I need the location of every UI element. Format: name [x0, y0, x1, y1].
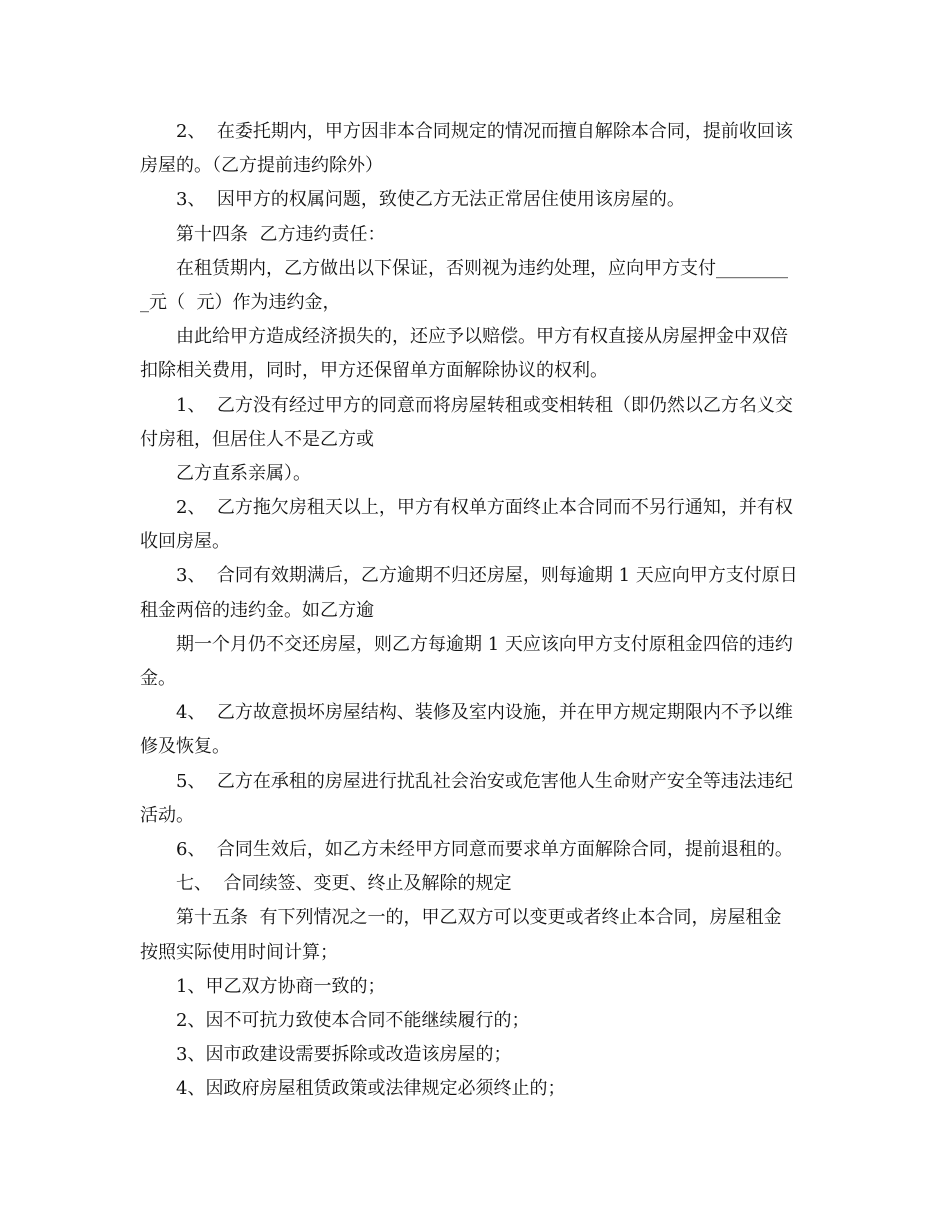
document-line: 房屋的。（乙方提前违约除外）: [140, 155, 383, 177]
document-line: 金。: [140, 668, 176, 689]
document-line: 6、 合同生效后，如乙方未经甲方同意而要求单方面解除合同，提前退租的。: [176, 838, 793, 860]
document-line: 按照实际使用时间计算；: [140, 941, 338, 963]
document-line: 2、因不可抗力致使本合同不能继续履行的；: [176, 1009, 530, 1031]
document-line: 5、 乙方在承租的房屋进行扰乱社会治安或危害他人生命财产安全等违法违纪: [176, 770, 793, 792]
document-line: 付房租，但居住人不是乙方或: [140, 428, 374, 450]
document-line: 期一个月仍不交还房屋，则乙方每逾期 1 天应该向甲方支付原租金四倍的违约: [176, 633, 793, 655]
document-line: 2、 乙方拖欠房租天以上，甲方有权单方面终止本合同而不另行通知，并有权: [176, 497, 793, 519]
document-line: _元（ 元）作为违约金，: [140, 291, 341, 313]
document-body: [140, 118, 820, 1109]
document-line: 3、 合同有效期满后，乙方逾期不归还房屋，则每逾期 1 天应向甲方支付原日: [176, 565, 798, 587]
document-line: 在租赁期内，乙方做出以下保证，否则视为违约处理，应向甲方支付________: [176, 257, 788, 279]
document-line: 修及恢复。: [140, 736, 230, 758]
document-line: 扣除相关费用，同时，甲方还保留单方面解除协议的权利。: [140, 360, 608, 382]
document-line: 1、甲乙双方协商一致的；: [176, 975, 386, 997]
document-line: 收回房屋。: [140, 531, 230, 553]
document-line: 第十五条 有下列情况之一的，甲乙双方可以变更或者终止本合同，房屋租金: [176, 907, 782, 929]
document-line: 租金两倍的违约金。如乙方逾: [140, 599, 374, 621]
document-line: 乙方直系亲属）。: [176, 462, 311, 484]
document-line: 1、 乙方没有经过甲方的同意而将房屋转租或变相转租（即仍然以乙方名义交: [176, 394, 793, 416]
document-line: 第十四条 乙方违约责任：: [176, 223, 386, 245]
document-line: 由此给甲方造成经济损失的，还应予以赔偿。甲方有权直接从房屋押金中双倍: [176, 326, 788, 348]
document-line: 活动。: [140, 804, 194, 826]
document-line: 七、 合同续签、变更、终止及解除的规定: [176, 873, 512, 895]
document-line: 4、 乙方故意损坏房屋结构、装修及室内设施，并在甲方规定期限内不予以维: [176, 702, 793, 724]
document-line: 3、因市政建设需要拆除或改造该房屋的；: [176, 1044, 512, 1066]
document-line: 2、 在委托期内，甲方因非本合同规定的情况而擅自解除本合同，提前收回该: [176, 121, 793, 142]
document-line: 4、因政府房屋租赁政策或法律规定必须终止的；: [176, 1078, 566, 1100]
document-line: 3、 因甲方的权属问题，致使乙方无法正常居住使用该房屋的。: [176, 189, 685, 211]
